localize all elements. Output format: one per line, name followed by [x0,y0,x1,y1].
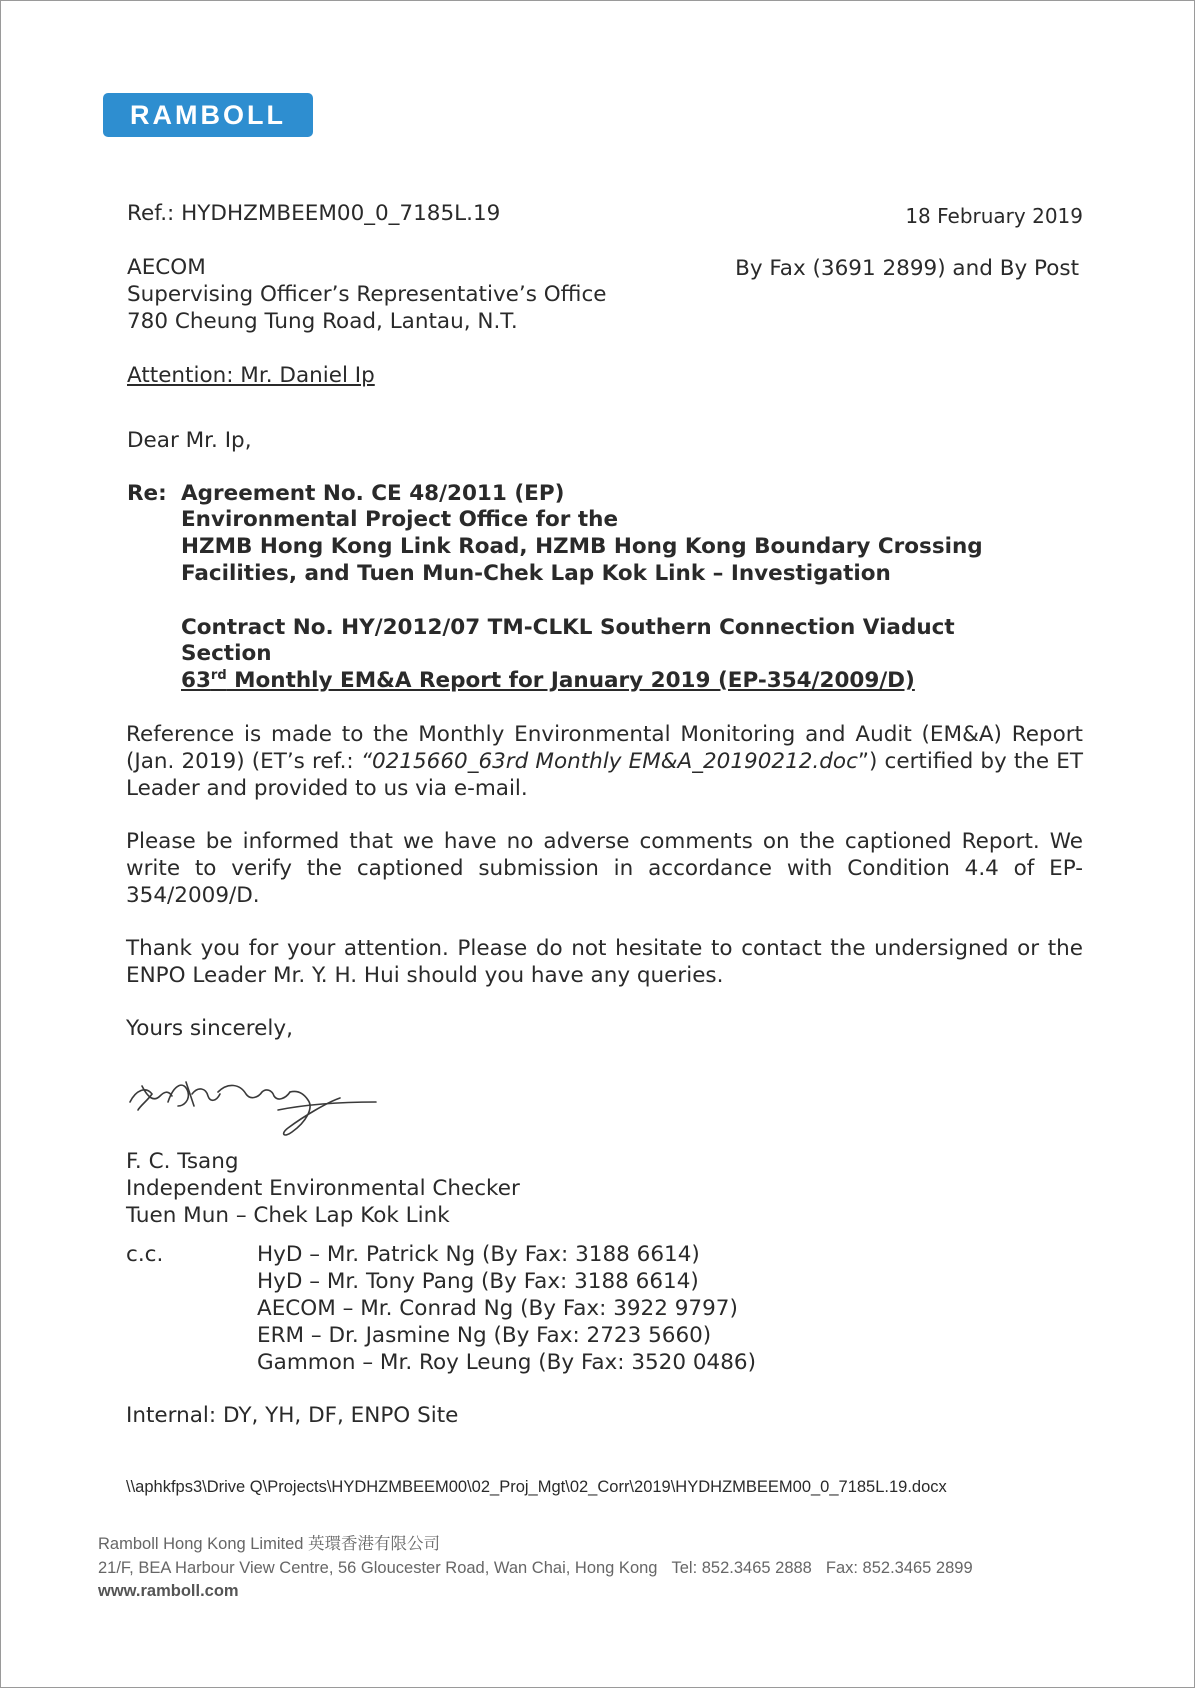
subject-contract: Contract No. HY/2012/07 TM-CLKL Southern Connection Viaduct [181,615,955,640]
ramboll-logo-text [113,98,303,132]
recipient-address: 780 Cheung Tung Road, Lantau, N.T. [127,309,518,334]
attention-line: Attention: Mr. Daniel Ip [127,363,375,388]
subject-re-label: Re: [127,481,167,506]
closing: Yours sincerely, [126,1016,293,1041]
footer-company: Ramboll Hong Kong Limited 英環香港有限公司 [98,1535,441,1553]
cc-item: HyD – Mr. Patrick Ng (By Fax: 3188 6614) [257,1242,700,1267]
delivery-method: By Fax (3691 2899) and By Post [735,256,1079,281]
reference-number: Ref.: HYDHZMBEEM00_0_7185L.19 [127,201,501,226]
report-title-rest: Monthly EM&A Report for January 2019 (EP-354/2009/D) [226,668,915,693]
signatory-project: Tuen Mun – Chek Lap Kok Link [126,1203,450,1228]
salutation: Dear Mr. Ip, [127,428,252,453]
cc-item: Gammon – Mr. Roy Leung (By Fax: 3520 0486) [257,1350,756,1375]
signatory-title: Independent Environmental Checker [126,1176,520,1201]
letter-date: 18 February 2019 [905,204,1083,228]
report-number: 63 [181,668,211,693]
footer-website: www.ramboll.com [98,1582,239,1600]
recipient-office: Supervising Officer’s Representative’s Office [127,282,607,307]
footer-tel: Tel: 852.3465 2888 [671,1559,812,1577]
footer-address: 21/F, BEA Harbour View Centre, 56 Gloucester Road, Wan Chai, Hong Kong [98,1559,658,1577]
cc-item: ERM – Dr. Jasmine Ng (By Fax: 2723 5660) [257,1323,712,1348]
p1-filename: “0215660_63rd Monthly EM&A_20190212.doc [360,749,858,774]
subject-report-title [181,668,915,695]
internal-distribution: Internal: DY, YH, DF, ENPO Site [126,1403,459,1428]
body-paragraph-3: Thank you for your attention. Please do not hesitate to contact the undersigned or the ENPO Leader Mr. Y. H. Hui should you have any queries. [126,936,1083,988]
ramboll-logo [103,93,313,137]
footer-address-line [98,1557,973,1579]
subject-agreement: Agreement No. CE 48/2011 (EP) [181,481,565,506]
recipient-name: AECOM [127,255,206,280]
signatory-name: F. C. Tsang [126,1149,239,1174]
p1-text-b: ”) certified by the ET Leader and provided to us via e-mail. [126,749,1084,801]
subject-contract-cont: Section [181,641,272,666]
body-paragraph-2: Please be informed that we have no adverse comments on the captioned Report. We write to verify the captioned submission in accordance with Condition 4.4 of EP-354/2009/D. [126,829,1083,908]
file-path: \\aphkfps3\Drive Q\Projects\HYDHZMBEEM00\02_Proj_Mgt\02_Corr\2019\HYDHZMBEEM00_0_7185L.19.docx [126,1478,947,1496]
handwritten-signature [128,1072,378,1142]
p1-text-a: Reference is made to the Monthly Environmental Monitoring and Audit (EM&A) Report (Jan. 2019) (ET’s ref.: [126,722,1083,774]
body-paragraph-1 [126,721,1083,802]
subject-project: HZMB Hong Kong Link Road, HZMB Hong Kong Boundary Crossing [181,534,983,559]
svg-text:RAMBOLL: RAMBOLL [130,100,286,130]
cc-item: AECOM – Mr. Conrad Ng (By Fax: 3922 9797) [257,1296,738,1321]
cc-item: HyD – Mr. Tony Pang (By Fax: 3188 6614) [257,1269,699,1294]
report-ordinal: rd [210,667,227,683]
cc-label: c.c. [126,1242,164,1267]
subject-project-cont: Facilities, and Tuen Mun-Chek Lap Kok Link – Investigation [181,561,891,586]
footer-fax: Fax: 852.3465 2899 [825,1559,973,1577]
subject-office: Environmental Project Office for the [181,507,619,532]
